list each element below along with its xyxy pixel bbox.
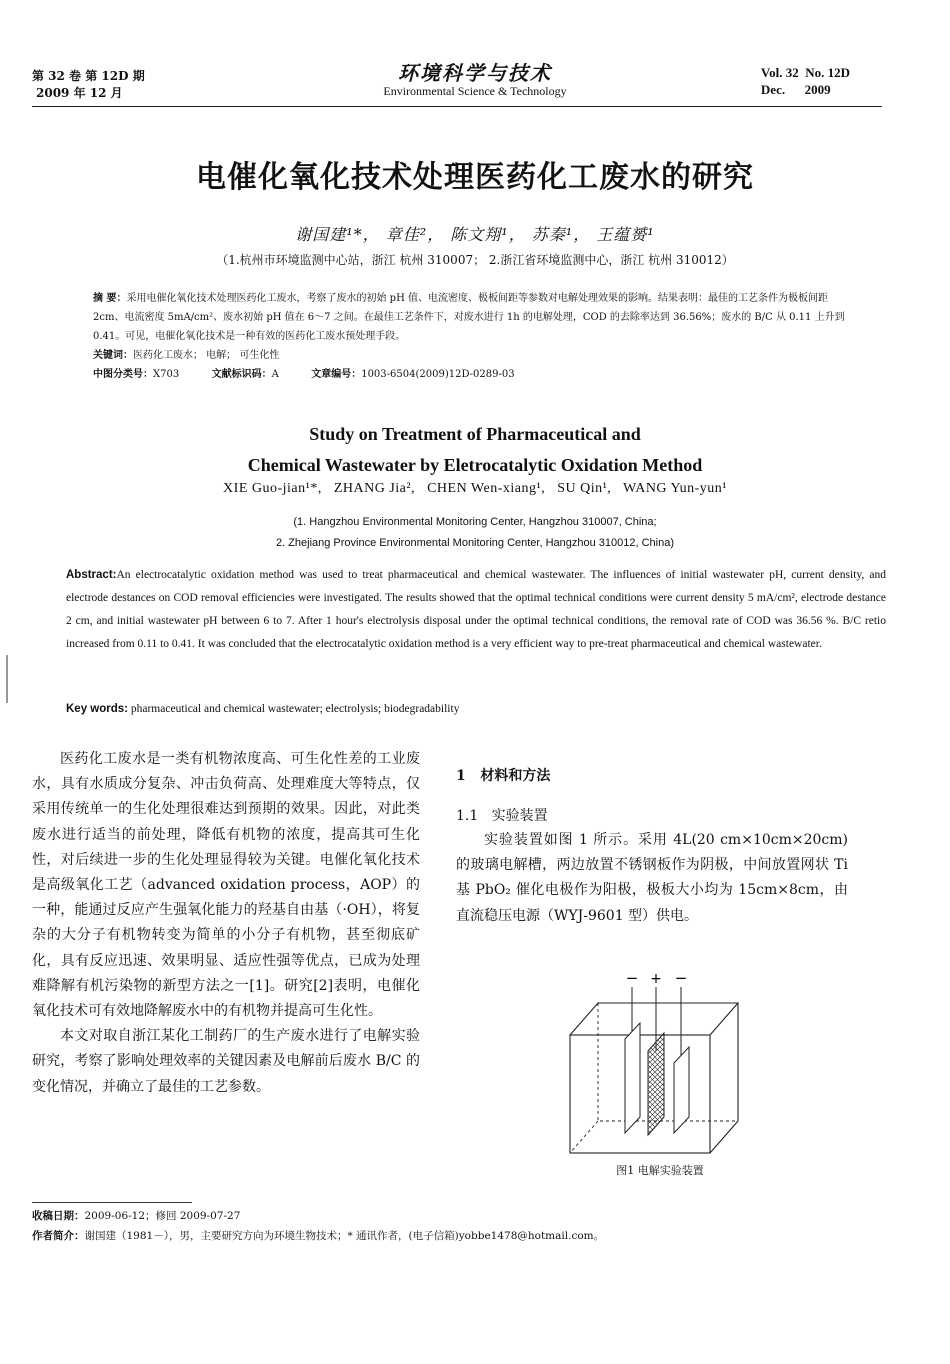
page-title-cn: 电催化氧化技术处理医药化工废水的研究 (196, 160, 754, 195)
electrolysis-apparatus-figure (560, 967, 750, 1162)
authors-cn: 谢国建¹*， 章佳²， 陈文翔¹， 苏秦¹， 王蕴赟¹ (295, 225, 655, 244)
footnote-received (32, 1206, 240, 1226)
footnote-author (32, 1226, 604, 1246)
article-no-value: 1003-6504(2009)12D-0289-03 (361, 369, 515, 380)
intro-paragraph-1: 医药化工废水是一类有机物浓度高、可生化性差的工业废水，具有水质成分复杂、冲击负荷高、处理难度大等特点，仅采用传统单一的生化处理很难达到预期的效果。因此，对此类废水进行适当的前处理，降低有机物的浓度，提高其可生化性，对后续进一步的生化处理显得较为关键。电催化氧化技术是高级氧化工艺（advanced oxidation process，AOP）的一种，能通过反应产生强氧化能力的羟基自由基（·OH），将复杂的大分子有机物转变为简单的小分子有机物，甚至彻底矿化，具有反应迅速、效果明显、适应性强等优点，已成为处理难降解有机污染物的新型方法之一[1]。研究[2]表明，电催化氧化技术可有效地降解废水中的有机物并提高可生化性。 (32, 751, 420, 1020)
footnote-rule (32, 1202, 192, 1203)
cathode-left-sign: − (625, 969, 639, 987)
keywords-en-label: Key words: (66, 703, 128, 715)
abstract-cn (93, 289, 853, 384)
margin-mark (6, 655, 8, 703)
volume-en: Vol. 32 No. 12D (760, 65, 850, 80)
article-no-label: 文章编号： (311, 369, 362, 380)
apparatus-paragraph: 实验装置如图 1 所示。采用 4L(20 cm×10cm×20cm)的玻璃电解槽，两边放置不锈钢板作为阴极，中间放置网状 Ti 基 PbO₂ 催化电极作为阳极，极板大小均为 15cm×8cm，由直流稳压电源（WYJ-9601 型）供电。 (456, 832, 848, 924)
doc-code-label: 文献标识码： (211, 369, 272, 380)
body-right-column (456, 828, 848, 929)
title-en-line2: Chemical Wastewater by Eletrocatalytic Oxidation Method (247, 455, 703, 475)
affiliation-cn: （1.杭州市环境监测中心站，浙江 杭州 310007； 2.浙江省环境监测中心，浙江 杭州 310012） (216, 253, 734, 267)
abstract-en-label: Abstract: (66, 569, 117, 581)
journal-title-cn: 环境科学与技术 (398, 61, 552, 85)
abstract-en (66, 564, 886, 656)
doc-code-value: A (271, 369, 279, 380)
section-title: 1 材料和方法 (456, 768, 551, 784)
abstract-en-text: An electrocatalytic oxidation method was used to treat pharmaceutical and chemical wastewater. The influences of initial wastewater pH, current density, and electrode destances on COD removal efficiencies were investigated. The results showed that the optimal technical conditions were current density 5 mA/cm², electrode destance 2 cm, and initial wastewater pH between 6 to 7. After 1 hour's electrolysis disposal under the optimal technical conditions, the removal rate of COD was 36.56 %. B/C retio increased from 0.11 to 0.41. It was concluded that the electrocatalytic oxidation method is a very efficient way to pre-treat pharmaceutical and chemical wastewater. (66, 569, 886, 650)
keywords-cn-text: 医药化工废水； 电解； 可生化性 (133, 350, 280, 361)
body-left-column (32, 747, 420, 1100)
journal-title-en: Environmental Science & Technology (383, 84, 567, 98)
date-cn: 2009 年 12 月 (36, 86, 123, 100)
affiliation-en-1: (1. Hangzhou Environmental Monitoring Center, Hangzhou 310007, China; (293, 516, 657, 528)
cathode-plate-left (625, 1023, 640, 1133)
title-en-line1: Study on Treatment of Pharmaceutical and (309, 424, 641, 444)
cathode-right-sign: − (674, 969, 688, 987)
anode-sign: + (650, 971, 662, 987)
affiliation-en-2: 2. Zhejiang Province Environmental Monitoring Center, Hangzhou 310012, China) (275, 537, 675, 549)
authors-en: XIE Guo-jian¹*, ZHANG Jia², CHEN Wen-xiang¹, SU Qin¹, WANG Yun-yun¹ (223, 481, 727, 496)
keywords-cn-label: 关键词： (93, 350, 133, 361)
abstract-cn-text: 采用电催化氧化技术处理医药化工废水，考察了废水的初始 pH 值、电流密度、极板间距等参数对电解处理效果的影响。结果表明：最佳的工艺条件为极板间距 2cm、电流密度 5mA/cm²、废水初始 pH 值在 6～7 之间。在最佳工艺条件下，对废水进行 1h 的电解处理，COD 的去除率达到 36.56%；废水的 B/C 从 0.11 上升到 0.41。可见，电催化氧化技术是一种有效的医药化工废水预处理手段。 (93, 293, 845, 342)
keywords-cn (93, 346, 853, 365)
clc-value: X703 (153, 369, 180, 380)
cathode-plate-right (674, 1047, 689, 1133)
figure-caption: 图1 电解实验装置 (616, 1164, 704, 1177)
anode-mesh-plate (648, 1033, 664, 1135)
classification-row (93, 365, 853, 384)
keywords-en-text: pharmaceutical and chemical wastewater; electrolysis; biodegradability (130, 703, 460, 715)
header-rule (32, 106, 882, 107)
author-bio-label: 作者简介： (32, 1230, 85, 1242)
page-title-en (0, 419, 950, 481)
clc-label: 中图分类号： (93, 369, 153, 380)
affiliation-en (0, 512, 950, 554)
date-en: Dec. 2009 (760, 82, 831, 97)
header-volume-en (761, 64, 850, 98)
abstract-cn-label: 摘 要： (93, 293, 127, 304)
received-label: 收稿日期： (32, 1210, 85, 1222)
abstract-cn-body (93, 289, 853, 346)
subsection-title: 1.1 实验装置 (456, 808, 548, 824)
intro-paragraph-2: 本文对取自浙江某化工制药厂的生产废水进行了电解实验研究，考察了影响处理效率的关键因素及电解前后废水 B/C 的变化情况，并确立了最佳的工艺参数。 (32, 1028, 420, 1095)
author-bio: 谢国建（1981－），男，主要研究方向为环境生物技术；* 通讯作者，(电子信箱)yobbe1478@hotmail.com。 (84, 1230, 605, 1242)
volume-cn: 第 32 卷 第 12D 期 (32, 69, 145, 83)
keywords-en (66, 703, 886, 715)
received-date: 2009-06-12；修回 2009-07-27 (84, 1210, 241, 1222)
